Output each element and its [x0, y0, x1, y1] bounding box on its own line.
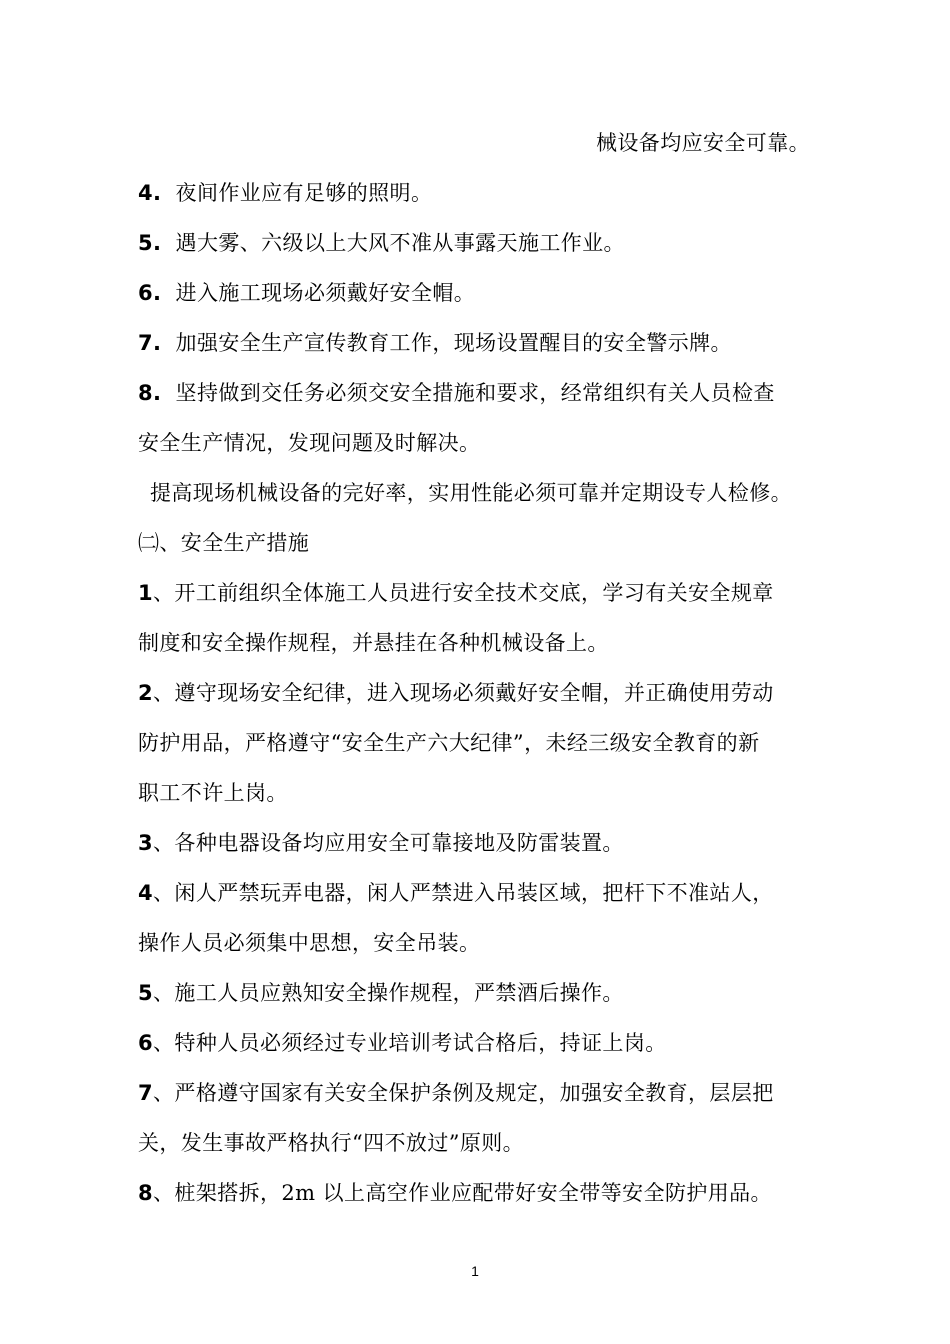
text-line [138, 428, 480, 458]
line-text: 提高现场机械设备的完好率，实用性能必须可靠并定期设专人检修。 [150, 481, 792, 505]
list-item [138, 978, 624, 1008]
text-line [150, 478, 792, 508]
line-text: 进入施工现场必须戴好安全帽。 [175, 281, 476, 305]
list-item [138, 378, 775, 408]
line-text: 、遵守现场安全纪律，进入现场必须戴好安全帽，并正确使用劳动 [153, 681, 774, 705]
line-text: 、开工前组织全体施工人员进行安全技术交底，学习有关安全规章 [153, 581, 774, 605]
item-number: 7 [138, 1081, 154, 1105]
item-number: 5 [138, 981, 154, 1005]
item-number: 1 [138, 581, 154, 605]
list-item [138, 228, 625, 258]
section-heading [138, 528, 309, 558]
text-line [596, 128, 810, 158]
line-text: 遇大雾、六级以上大风不准从事露天施工作业。 [175, 231, 625, 255]
item-number: 8. [138, 381, 162, 405]
item-number: 6 [138, 1031, 154, 1055]
line-text: 械设备均应安全可靠。 [596, 131, 810, 155]
item-number: 3 [138, 831, 154, 855]
list-item [138, 678, 774, 708]
list-item [138, 878, 774, 908]
item-number: 8 [138, 1181, 154, 1205]
text-line [138, 728, 759, 758]
list-item [138, 1028, 667, 1058]
line-text: 、特种人员必须经过专业培训考试合格后，持证上岗。 [153, 1031, 667, 1055]
list-item [138, 278, 475, 308]
line-text: 安全生产情况，发现问题及时解决。 [138, 431, 481, 455]
item-number: 4. [138, 181, 162, 205]
line-text: 加强安全生产宣传教育工作，现场设置醒目的安全警示牌。 [175, 331, 732, 355]
page-number: 1 [471, 1263, 479, 1279]
text-line [138, 778, 288, 808]
list-item [138, 328, 732, 358]
item-number: 7. [138, 331, 162, 355]
text-line [138, 628, 609, 658]
item-number: 5. [138, 231, 162, 255]
list-item [138, 828, 624, 858]
text-line [138, 1128, 524, 1158]
line-text: 夜间作业应有足够的照明。 [175, 181, 433, 205]
list-item [138, 1078, 774, 1108]
line-text: 职工不许上岗。 [138, 781, 288, 805]
line-text: 防护用品，严格遵守“安全生产六大纪律”，未经三级安全教育的新 [138, 731, 760, 755]
line-text: 坚持做到交任务必须交安全措施和要求，经常组织有关人员检查 [175, 381, 775, 405]
list-item [138, 578, 774, 608]
list-item [138, 1178, 772, 1208]
line-text: 制度和安全操作规程，并悬挂在各种机械设备上。 [138, 631, 609, 655]
line-text: 关，发生事故严格执行“四不放过”原则。 [138, 1131, 525, 1155]
line-text: ㈡、安全生产措施 [138, 531, 310, 555]
item-number: 4 [138, 881, 154, 905]
list-item [138, 178, 432, 208]
line-text: 、闲人严禁玩弄电器，闲人严禁进入吊装区域，把杆下不准站人， [153, 881, 774, 905]
text-line [138, 928, 480, 958]
line-text: 、施工人员应熟知安全操作规程，严禁酒后操作。 [153, 981, 624, 1005]
item-number: 6. [138, 281, 162, 305]
line-text: 、桩架搭拆，2m 以上高空作业应配带好安全带等安全防护用品。 [153, 1181, 772, 1205]
item-number: 2 [138, 681, 154, 705]
line-text: 操作人员必须集中思想，安全吊装。 [138, 931, 481, 955]
line-text: 、严格遵守国家有关安全保护条例及规定，加强安全教育，层层把 [153, 1081, 774, 1105]
line-text: 、各种电器设备均应用安全可靠接地及防雷装置。 [153, 831, 624, 855]
